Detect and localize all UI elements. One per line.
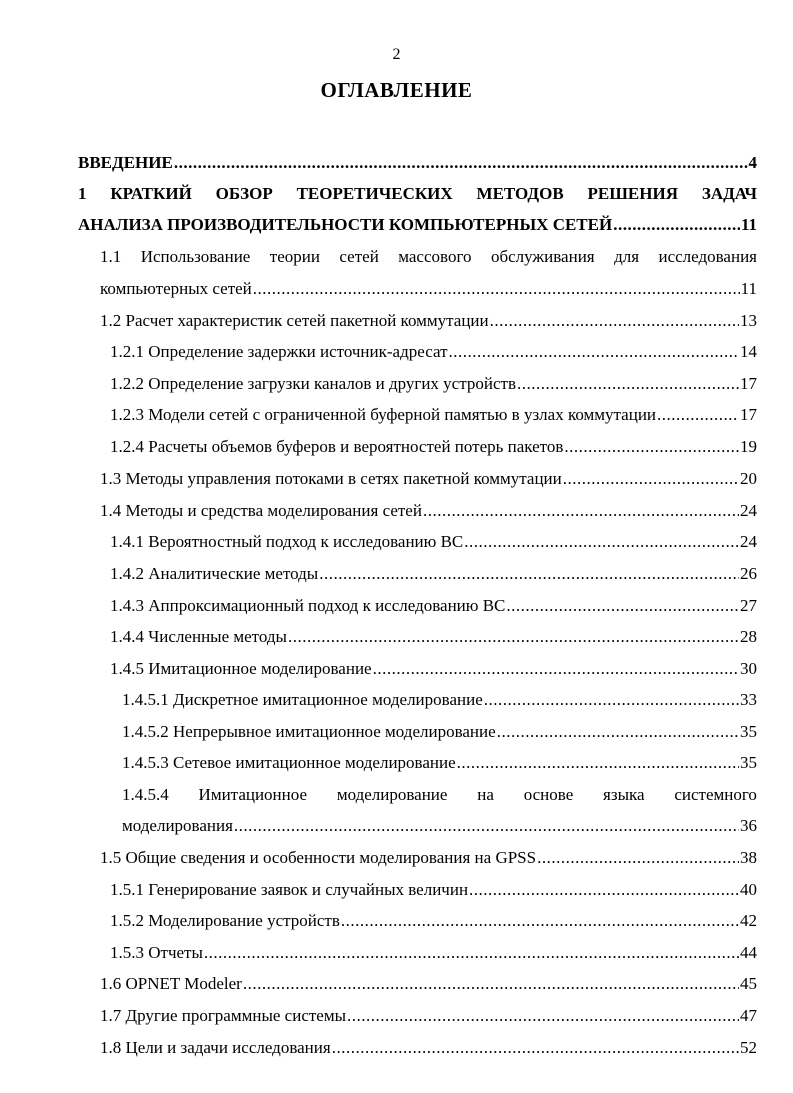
toc-leader-dots [449,341,740,363]
toc-word: обслуживания [490,247,595,266]
toc-entry-page: 47 [740,1006,757,1025]
toc-entry-1-4-5-1[interactable] [122,689,757,711]
toc-entry-text: 1.6 OPNET Modeler [100,974,242,993]
toc-entry-1-4-3[interactable] [110,595,757,617]
toc-leader-dots [469,879,739,901]
toc-entry-chapter-1-line1[interactable] [78,183,757,205]
toc-entry-1-1-line2[interactable] [100,278,757,300]
toc-entry-text: 1.3 Методы управления потоками в сетях пакетной коммутации [100,469,562,488]
toc-entry-text: 1.5.2 Моделирование устройств [110,911,340,930]
toc-leader-dots [564,436,739,458]
toc-leader-dots [243,973,739,995]
toc-entry-text: 1.2.3 Модели сетей с ограниченной буферной памятью в узлах коммутации [110,405,657,424]
toc-entry-page: 11 [740,215,757,234]
toc-entry-text: моделирования [122,816,233,835]
toc-entry-text: 1.4.5 Имитационное моделирование [110,659,372,678]
toc-entry-page: 11 [740,279,757,298]
toc-entry-page: 20 [740,469,757,488]
toc-leader-dots [490,310,739,332]
toc-word: исследования [658,247,757,266]
toc-entry-1-8[interactable] [100,1037,757,1059]
toc-leader-dots [332,1037,739,1059]
toc-leader-dots [204,942,739,964]
toc-word: основе [523,785,574,804]
toc-entry-text: 1.4 Методы и средства моделирования сетей [100,501,422,520]
toc-leader-dots [484,689,739,711]
toc-leader-dots [373,658,739,680]
toc-leader-dots [253,278,740,300]
toc-leader-dots [174,152,748,174]
toc-entry-text: 1.2.4 Расчеты объемов буферов и вероятностей потерь пакетов [110,437,564,456]
toc-word: моделирование [336,785,448,804]
toc-entry-page: 35 [740,753,757,772]
toc-entry-page: 17 [740,405,757,424]
toc-word: для [614,247,640,266]
toc-leader-dots [347,1005,739,1027]
toc-entry-text: 1.2 Расчет характеристик сетей пакетной коммутации [100,311,489,330]
toc-leader-dots [517,373,739,395]
toc-entry-text: 1.4.5.3 Сетевое имитационное моделирование [122,753,456,772]
toc-word: на [477,785,494,804]
toc-word: КРАТКИЙ [110,184,192,203]
toc-entry-1-4-5-4-line2[interactable] [122,815,757,837]
toc-entry-1-2-1[interactable] [110,341,757,363]
toc-word: РЕШЕНИЯ [587,184,678,203]
toc-entry-text: 1.4.4 Численные методы [110,627,287,646]
toc-entry-1-2-3[interactable] [110,404,757,426]
toc-entry-1-4[interactable] [100,500,757,522]
toc-entry-page: 14 [740,342,757,361]
toc-entry-1-1-line1[interactable] [100,246,757,268]
toc-leader-dots [497,721,739,743]
toc-word: системного [674,785,757,804]
toc-entry-page: 27 [740,596,757,615]
toc-entry-text: 1.4.1 Вероятностный подход к исследованию ВС [110,532,464,551]
page-title: ОГЛАВЛЕНИЕ [320,78,473,102]
toc-leader-dots [288,626,739,648]
toc-entry-intro[interactable] [78,152,757,174]
toc-entry-text: АНАЛИЗА ПРОИЗВОДИТЕЛЬНОСТИ КОМПЬЮТЕРНЫХ СЕТЕЙ [78,215,613,234]
toc-entry-text: 1.7 Другие программные системы [100,1006,347,1025]
toc-entry-text: компьютерных сетей [100,279,252,298]
toc-word: ЗАДАЧ [701,184,757,203]
toc-entry-1-5[interactable] [100,847,757,869]
toc-entry-1-3[interactable] [100,468,757,490]
toc-entry-page: 4 [748,153,757,172]
toc-word: сетей [339,247,379,266]
toc-entry-text: 1.4.5.2 Непрерывное имитационное моделирование [122,722,496,741]
toc-entry-page: 30 [740,659,757,678]
toc-entry-1-2-4[interactable] [110,436,757,458]
toc-entry-1-6[interactable] [100,973,757,995]
toc-entry-1-4-5-3[interactable] [122,752,757,774]
toc-entry-text: 1.5.3 Отчеты [110,943,203,962]
toc-word: 1 [78,184,87,203]
toc-entry-page: 52 [740,1038,757,1057]
toc-leader-dots [506,595,739,617]
toc-entry-1-2[interactable] [100,310,757,332]
toc-entry-page: 28 [740,627,757,646]
toc-word: массового [398,247,472,266]
toc-entry-text: 1.4.3 Аппроксимационный подход к исследованию ВС [110,596,506,615]
toc-entry-page: 36 [740,816,757,835]
toc-entry-text: 1.4.5.1 Дискретное имитационное моделирование [122,690,483,709]
toc-leader-dots [341,910,739,932]
toc-entry-page: 17 [740,374,757,393]
toc-entry-page: 44 [740,943,757,962]
toc-entry-1-7[interactable] [100,1005,757,1027]
toc-word: ОБЗОР [215,184,273,203]
toc-leader-dots [457,752,739,774]
toc-entry-text: ВВЕДЕНИЕ [78,153,173,172]
toc-word: 1.1 [100,247,122,266]
toc-entry-page: 42 [740,911,757,930]
toc-word: Использование [140,247,251,266]
toc-word: теории [269,247,320,266]
toc-entry-page: 24 [740,501,757,520]
toc-entry-page: 13 [740,311,757,330]
toc-entry-text: 1.5 Общие сведения и особенности моделирования на GPSS [100,848,537,867]
toc-entry-1-4-5-2[interactable] [122,721,757,743]
toc-entry-1-4-1[interactable] [110,531,757,553]
toc-entry-text: 1.4.2 Аналитические методы [110,564,319,583]
toc-leader-dots [613,214,740,236]
toc-word: Имитационное [198,785,308,804]
toc-leader-dots [657,404,739,426]
toc-leader-dots [319,563,739,585]
toc-entry-page: 19 [740,437,757,456]
toc-entry-page: 26 [740,564,757,583]
toc-entry-1-2-2[interactable] [110,373,757,395]
toc-word: ТЕОРЕТИЧЕСКИХ [296,184,453,203]
toc-word: 1.4.5.4 [122,785,169,804]
toc-entry-page: 45 [740,974,757,993]
toc-entry-1-5-1[interactable] [110,879,757,901]
toc-entry-text: 1.2.2 Определение загрузки каналов и других устройств [110,374,516,393]
toc-entry-page: 38 [740,848,757,867]
toc-entry-1-4-4[interactable] [110,626,757,648]
toc-entry-chapter-1-line2[interactable] [78,214,757,236]
toc-leader-dots [423,500,739,522]
toc-entry-1-4-5-4-line1[interactable] [122,784,757,806]
toc-entry-text: 1.5.1 Генерирование заявок и случайных величин [110,880,469,899]
toc-entry-text: 1.8 Цели и задачи исследования [100,1038,331,1057]
toc-leader-dots [563,468,739,490]
toc-word: языка [603,785,645,804]
toc-leader-dots [464,531,739,553]
page-number: 2 [392,46,401,63]
toc-entry-1-5-2[interactable] [110,910,757,932]
toc-leader-dots [537,847,739,869]
toc-entry-page: 40 [740,880,757,899]
toc-entry-1-4-2[interactable] [110,563,757,585]
toc-word: МЕТОДОВ [476,184,564,203]
toc-entry-text: 1.2.1 Определение задержки источник-адресат [110,342,448,361]
toc-entry-1-4-5[interactable] [110,658,757,680]
toc-entry-1-5-3[interactable] [110,942,757,964]
toc-leader-dots [234,815,739,837]
toc-entry-page: 24 [740,532,757,551]
toc-entry-page: 35 [740,722,757,741]
toc-entry-page: 33 [740,690,757,709]
